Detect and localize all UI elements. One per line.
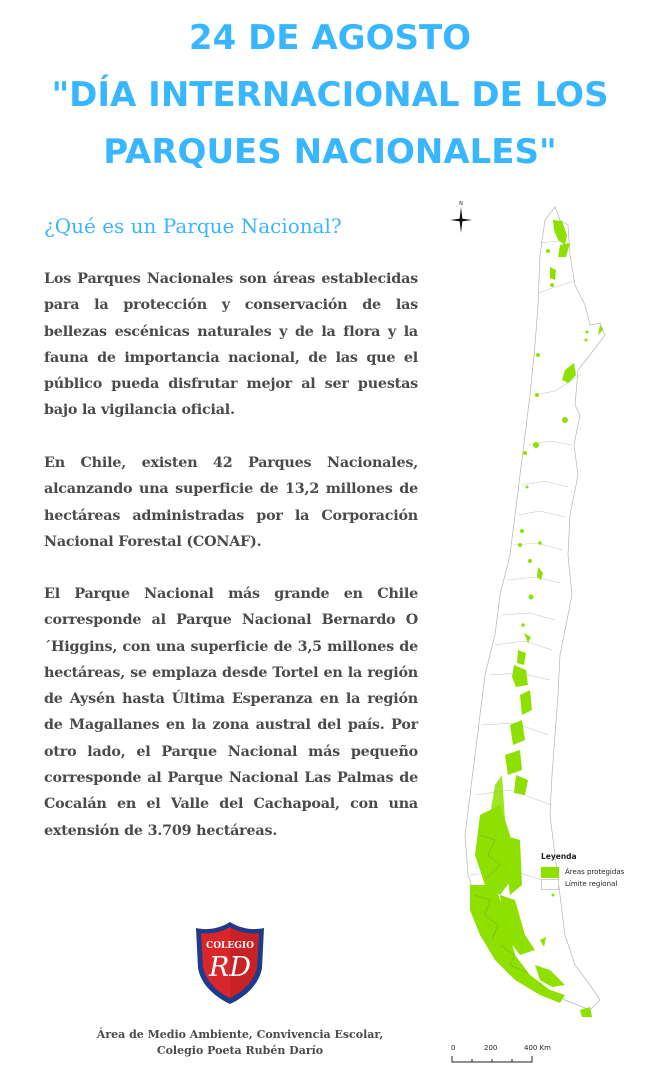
page-title (0, 10, 660, 181)
legend-item-protected: Áreas protegidas (541, 866, 624, 878)
scale-ruler-icon (451, 1054, 535, 1064)
svg-text:COLEGIO: COLEGIO (206, 941, 254, 951)
chile-protected-areas-map (440, 195, 660, 1065)
green-swatch-icon (541, 867, 559, 878)
footer-credits (90, 1027, 390, 1059)
white-swatch-icon (541, 879, 559, 890)
map-legend (541, 852, 624, 890)
paragraph-definition: Los Parques Nacionales son áreas establecidas para la protección y conservación de las bellezas escénicas naturales y de la flora y la fauna de importancia nacional, de las que el público pueda disfrutar mejor al ser puestas bajo la vigilancia oficial. (44, 271, 418, 419)
title-line-3: PARQUES NACIONALES" (103, 132, 557, 172)
north-arrow-icon (450, 201, 472, 233)
svg-text:RD: RD (209, 952, 251, 983)
paragraph-largest-smallest: El Parque Nacional más grande en Chile corresponde al Parque Nacional Bernardo O ´Higgins, con una superficie de 3,5 millones de hectáreas, se emplaza desde Tortel en la región de Aysén hasta Última Esperanza en la región de Magallanes en la zona austral del país. Por otro lado, el Parque Nacional más pequeño corresponde al Parque Nacional Las Palmas de Cocalán en el Valle del Cachapoal, con una extensión de 3.709 hectáreas. (44, 586, 418, 839)
section-heading: ¿Qué es un Parque Nacional? (44, 214, 342, 238)
school-logo-icon (193, 920, 267, 1006)
scale-bar: 0 200 400 Km (451, 1044, 541, 1066)
footer-line-2: Colegio Poeta Rubén Darío (156, 1044, 324, 1057)
legend-title: Leyenda (541, 852, 577, 861)
title-line-date: 24 DE AGOSTO (188, 18, 472, 58)
title-line-2: "DÍA INTERNACIONAL DE LOS (51, 75, 609, 115)
paragraph-chile-stats: En Chile, existen 42 Parques Nacionales, alcanzando una superficie de 13,2 millones de hectáreas administradas por la Corporación Nacional Forestal (CONAF). (44, 455, 418, 550)
svg-text:N: N (459, 201, 463, 207)
footer-line-1: Área de Medio Ambiente, Convivencia Escolar, (96, 1028, 384, 1041)
legend-item-regional-limit: Límite regional (541, 878, 624, 890)
